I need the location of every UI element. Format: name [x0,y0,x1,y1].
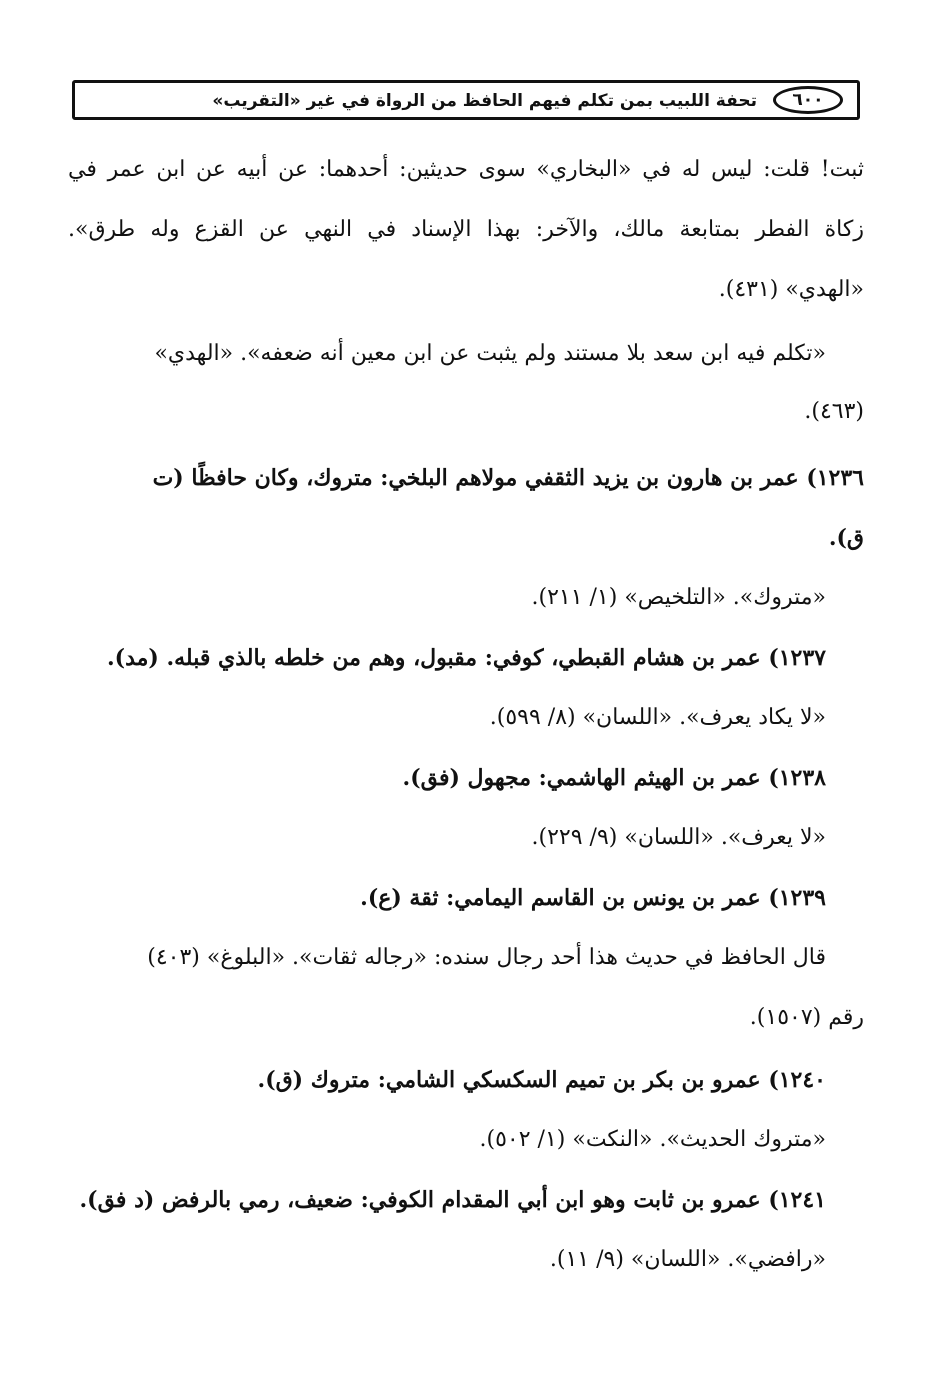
text-line-3: «الهدي» (٤٣١). [718,277,864,302]
entry-1241: ١٢٤١) عمرو بن ثابت وهو ابن أبي المقدام الكوفي: ضعيف، رمي بالرفض (د فق). [79,1187,826,1213]
entry-1236-cont: ق). [828,525,864,551]
entry-1239: ١٢٣٩) عمر بن يونس بن القاسم اليمامي: ثقة (ع). [360,885,826,911]
note-1239-cont: رقم (١٥٠٧). [749,1005,864,1030]
entry-1237: ١٢٣٧) عمر بن هشام القبطي، كوفي: مقبول، وهم من خلطه بالذي قبله. (مد). [107,645,826,671]
header-title: تحفة اللبيب بمن تكلم فيهم الحافظ من الرواة في غير «التقريب» [212,91,757,111]
note-1241: «رافضي». «اللسان» (٩/ ١١). [549,1247,826,1272]
entry-1240: ١٢٤٠) عمرو بن بكر بن تميم السكسكي الشامي: متروك (ق). [257,1067,826,1093]
running-header [72,80,860,120]
note-1238: «لا يعرف». «اللسان» (٩/ ٢٢٩). [531,825,826,850]
entry-1236: ١٢٣٦) عمر بن هارون بن يزيد الثقفي مولاهم البلخي: متروك، وكان حافظًا (ت [152,465,864,491]
text-line-4: «تكلم فيه ابن سعد بلا مستند ولم يثبت عن ابن معين أنه ضعفه». «الهدي» [154,341,826,366]
page-number: ٦٠٠ [773,86,843,114]
text-line-2: زكاة الفطر بمتابعة مالك، والآخر: بهذا الإسناد في النهي عن القزع وله طرق». [68,217,864,242]
text-line-5: (٤٦٣). [804,399,864,424]
note-1240: «متروك الحديث». «النكت» (١/ ٥٠٢). [479,1127,826,1152]
note-1237: «لا يكاد يعرف». «اللسان» (٨/ ٥٩٩). [489,705,826,730]
note-1239: قال الحافظ في حديث هذا أحد رجال سنده: «رجاله ثقات». «البلوغ» (٤٠٣) [147,945,826,970]
note-1236: «متروك». «التلخيص» (١/ ٢١١). [531,585,826,610]
text-line-1: ثبت! قلت: ليس له في «البخاري» سوى حديثين: أحدهما: عن أبيه عن ابن عمر في [68,157,864,182]
entry-1238: ١٢٣٨) عمر بن الهيثم الهاشمي: مجهول (فق). [402,765,826,791]
